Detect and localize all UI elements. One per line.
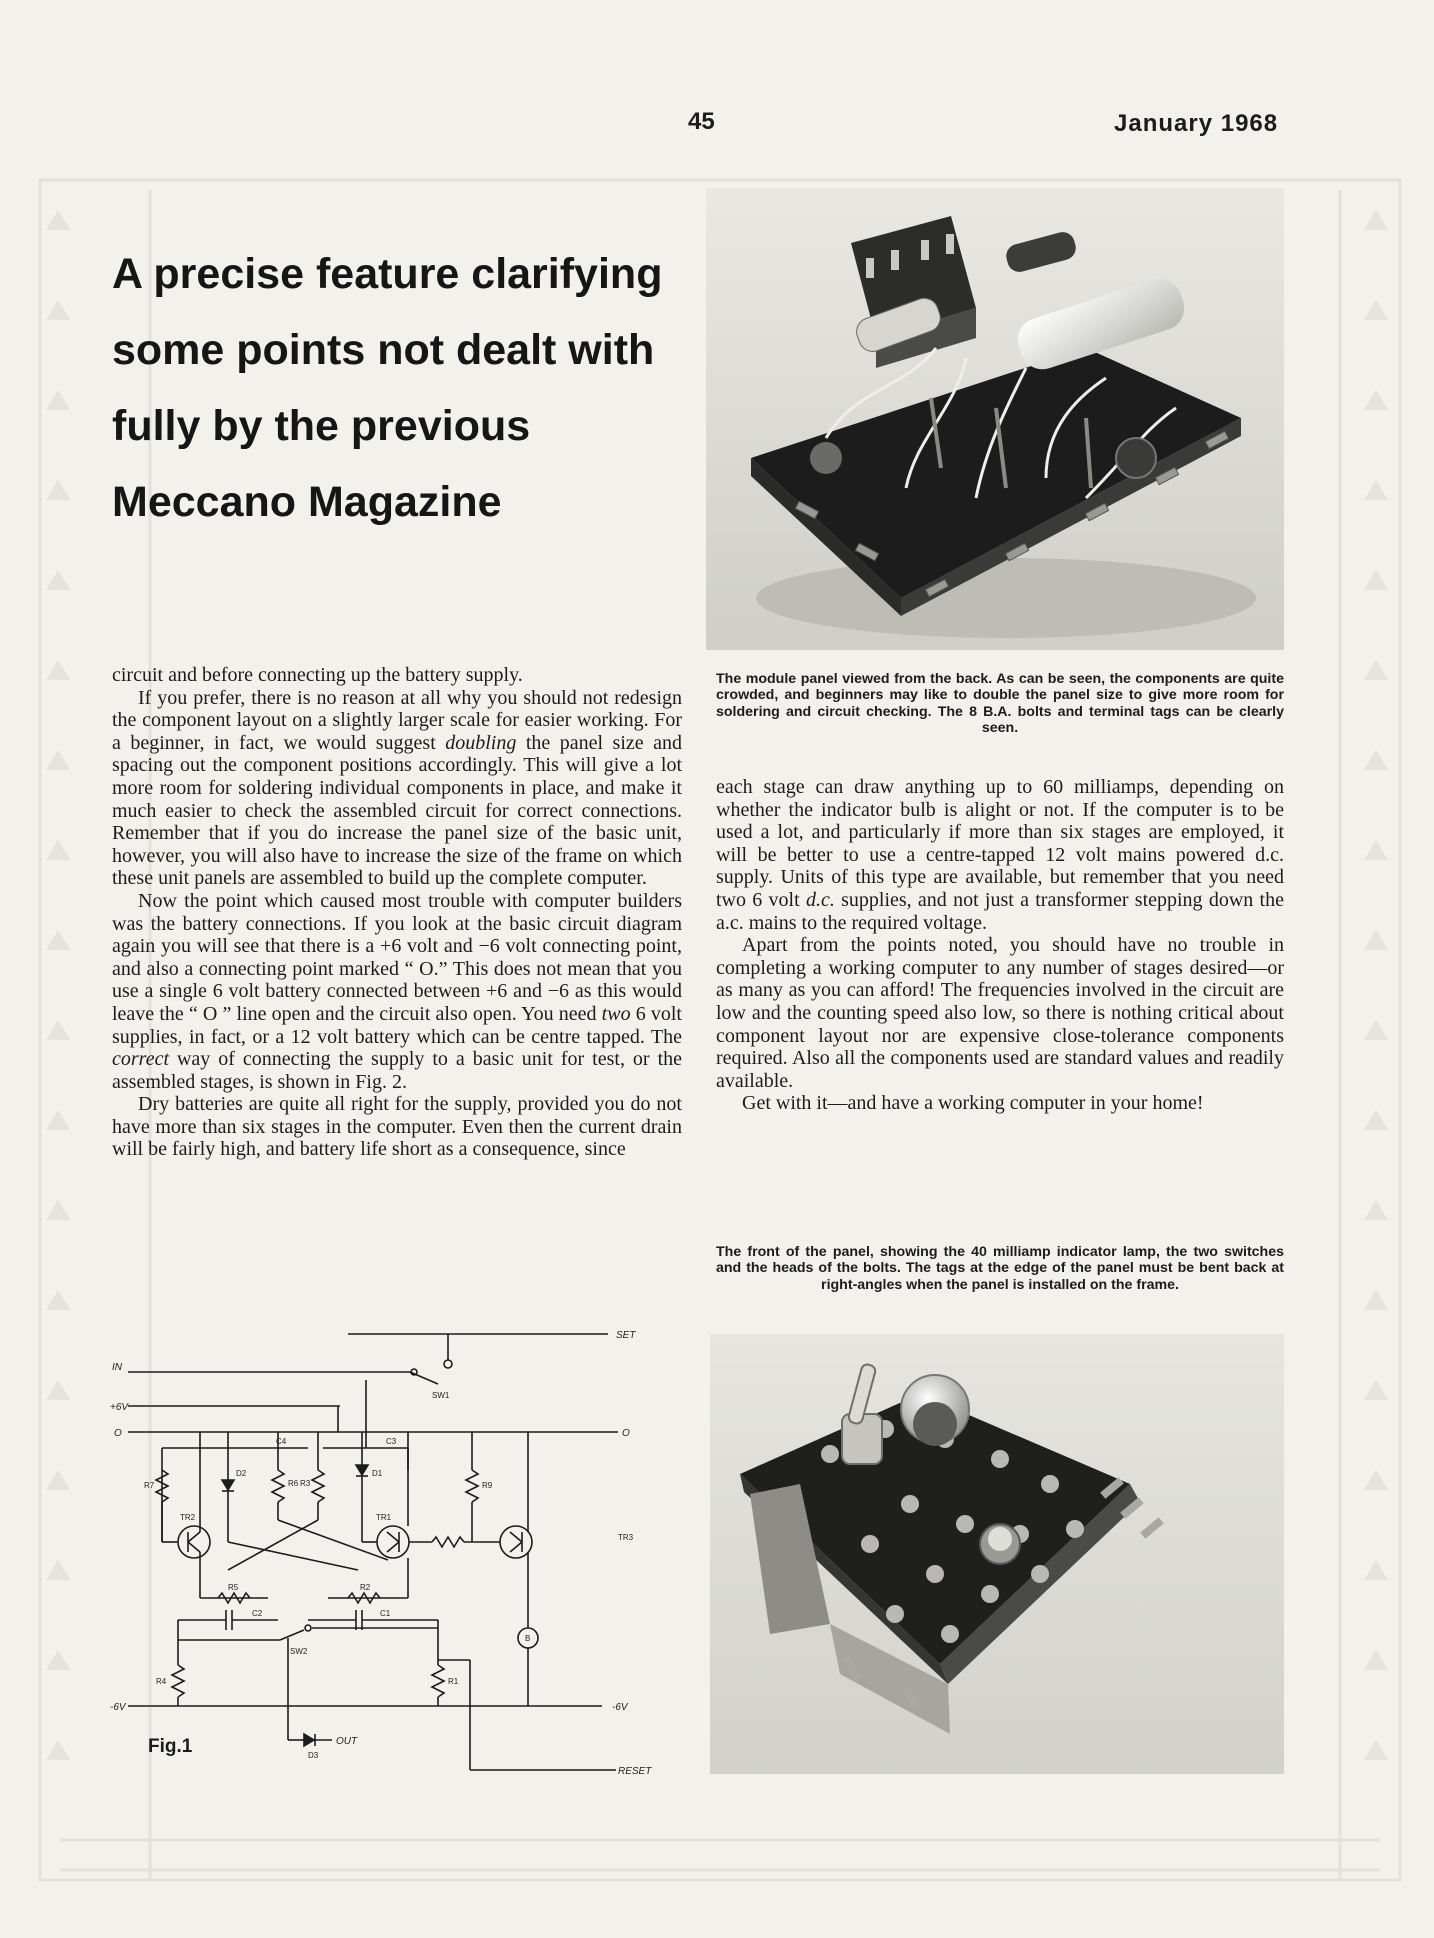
d2-label: D2 bbox=[236, 1469, 247, 1478]
emphasis: doubling bbox=[445, 731, 517, 754]
emphasis: d.c. bbox=[805, 888, 835, 911]
text-run: 6 volt supplies, in fact, or a 12 volt battery which can be centre tapped. The bbox=[112, 1002, 682, 1048]
issue-date: January 1968 bbox=[1114, 110, 1279, 137]
page-number: 45 bbox=[688, 108, 715, 135]
headline-line: fully by the previous bbox=[112, 402, 531, 450]
paragraph: Dry batteries are quite all right for the supply, provided you do not have more than six stages in the computer. Even then the current drain will be fairly high, and battery life short as a consequence, since bbox=[112, 1093, 682, 1161]
reset-label: RESET bbox=[618, 1766, 652, 1777]
figure-label: Fig.1 bbox=[148, 1736, 193, 1757]
paragraph: Apart from the points noted, you should have no trouble in completing a working computer to any number of stages desired—or as many as you can afford! The frequencies involved in the circuit are low and the counting speed also low, so there is nothing critical about component layout nor are expensive close-tolerance components required. Also all the components used are standard values and readily available. bbox=[716, 934, 1284, 1092]
paragraph: Get with it—and have a working computer in your home! bbox=[742, 1092, 1204, 1115]
tr2-label: TR2 bbox=[180, 1513, 196, 1522]
r3-label: R3 bbox=[300, 1479, 311, 1488]
paragraph bbox=[112, 687, 682, 890]
r5-label: R5 bbox=[228, 1583, 239, 1592]
circuit-diagram bbox=[108, 1320, 692, 1780]
r2-label: R2 bbox=[360, 1583, 371, 1592]
sw1-label: SW1 bbox=[432, 1391, 450, 1400]
back-photo-caption: The module panel viewed from the back. As can be seen, the components are quite crowded, and beginners may like to double the panel size to give more room for soldering and circuit checking. The 8 B.A. bolts and terminal tags can be clearly seen. bbox=[716, 671, 1284, 737]
c1-label: C1 bbox=[380, 1609, 391, 1618]
r7-label: R7 bbox=[144, 1481, 155, 1490]
text-run: way of connecting the supply to a basic unit for test, or the assembled stages, is shown in Fig. 2. bbox=[112, 1048, 682, 1093]
r6-label: R6 bbox=[288, 1479, 299, 1488]
text-run: the panel size and spacing out the component positions accordingly. This will give a lot more room for soldering individual components in place, and make it much easier to check the assembled circuit for correct connections. Remember that if you do increase the panel size of the basic unit, however, you will also have to increase the size of the frame on which these unit panels are assembled to build up the complete computer. bbox=[112, 731, 682, 890]
d3-label: D3 bbox=[308, 1751, 319, 1760]
in-label: IN bbox=[112, 1362, 122, 1373]
d1-label: D1 bbox=[372, 1469, 383, 1478]
r9-label: R9 bbox=[482, 1481, 493, 1490]
left-column bbox=[112, 664, 682, 1161]
tr3-label: TR3 bbox=[618, 1533, 634, 1542]
module-back-photo bbox=[706, 188, 1284, 650]
text-run: supplies, and not just a transformer stepping down the a.c. mains to the required voltage. bbox=[716, 888, 1284, 934]
headline-line: Meccano Magazine bbox=[112, 478, 502, 526]
text-run: If you prefer, there is no reason at all why you should not redesign the component layout on a slightly larger scale for easier working. For a beginner, in fact, we would suggest bbox=[112, 686, 682, 754]
front-photo-caption: The front of the panel, showing the 40 milliamp indicator lamp, the two switches and the heads of the bolts. The tags at the edge of the panel must be bent back at right-angles when the panel is installed on the frame. bbox=[716, 1244, 1284, 1293]
emphasis: correct bbox=[112, 1048, 170, 1071]
minus6-right-label: -6V bbox=[612, 1702, 628, 1713]
minus6-left-label: -6V bbox=[110, 1702, 126, 1713]
tr1-label: TR1 bbox=[376, 1513, 392, 1522]
plus6-label: +6V bbox=[110, 1402, 129, 1413]
c4-label: C4 bbox=[276, 1437, 287, 1446]
text-run: Now the point which caused most trouble with computer builders was the battery connections. If you look at the basic circuit diagram again you will see that there is a +6 volt and −6 volt connecting point, and also a connecting point marked “ O.” This does not mean that you use a single 6 volt battery connected between +6 and −6 as this would leave the “ O ” line open and the circuit also open. You need bbox=[112, 889, 682, 1025]
paragraph: circuit and before connecting up the battery supply. bbox=[112, 664, 523, 686]
out-label: OUT bbox=[336, 1736, 358, 1747]
c3-label: C3 bbox=[386, 1437, 397, 1446]
set-label: SET bbox=[616, 1330, 636, 1341]
zero-left-label: O bbox=[114, 1428, 122, 1439]
sw2-label: SW2 bbox=[290, 1647, 308, 1656]
r1-label: R1 bbox=[448, 1677, 459, 1686]
paragraph bbox=[112, 890, 682, 1093]
paragraph bbox=[716, 776, 1284, 934]
headline-line: some points not dealt with bbox=[112, 326, 655, 374]
module-front-photo bbox=[710, 1334, 1284, 1774]
bulb-label: B bbox=[525, 1634, 531, 1643]
c2-label: C2 bbox=[252, 1609, 263, 1618]
r4-label: R4 bbox=[156, 1677, 167, 1686]
text-run: each stage can draw anything up to 60 milliamps, depending on whether the indicator bulb is alight or not. If the computer is to be used a lot, and particularly if more than six stages are employed, it will be better to use a centre-tapped 12 volt mains powered d.c. supply. Units of this type are available, but remember that you need two 6 volt bbox=[716, 776, 1284, 911]
headline-line: A precise feature clarifying bbox=[112, 250, 663, 298]
zero-right-label: O bbox=[622, 1428, 630, 1439]
emphasis: two bbox=[601, 1002, 631, 1025]
right-column bbox=[716, 776, 1284, 1115]
headline bbox=[112, 236, 702, 540]
